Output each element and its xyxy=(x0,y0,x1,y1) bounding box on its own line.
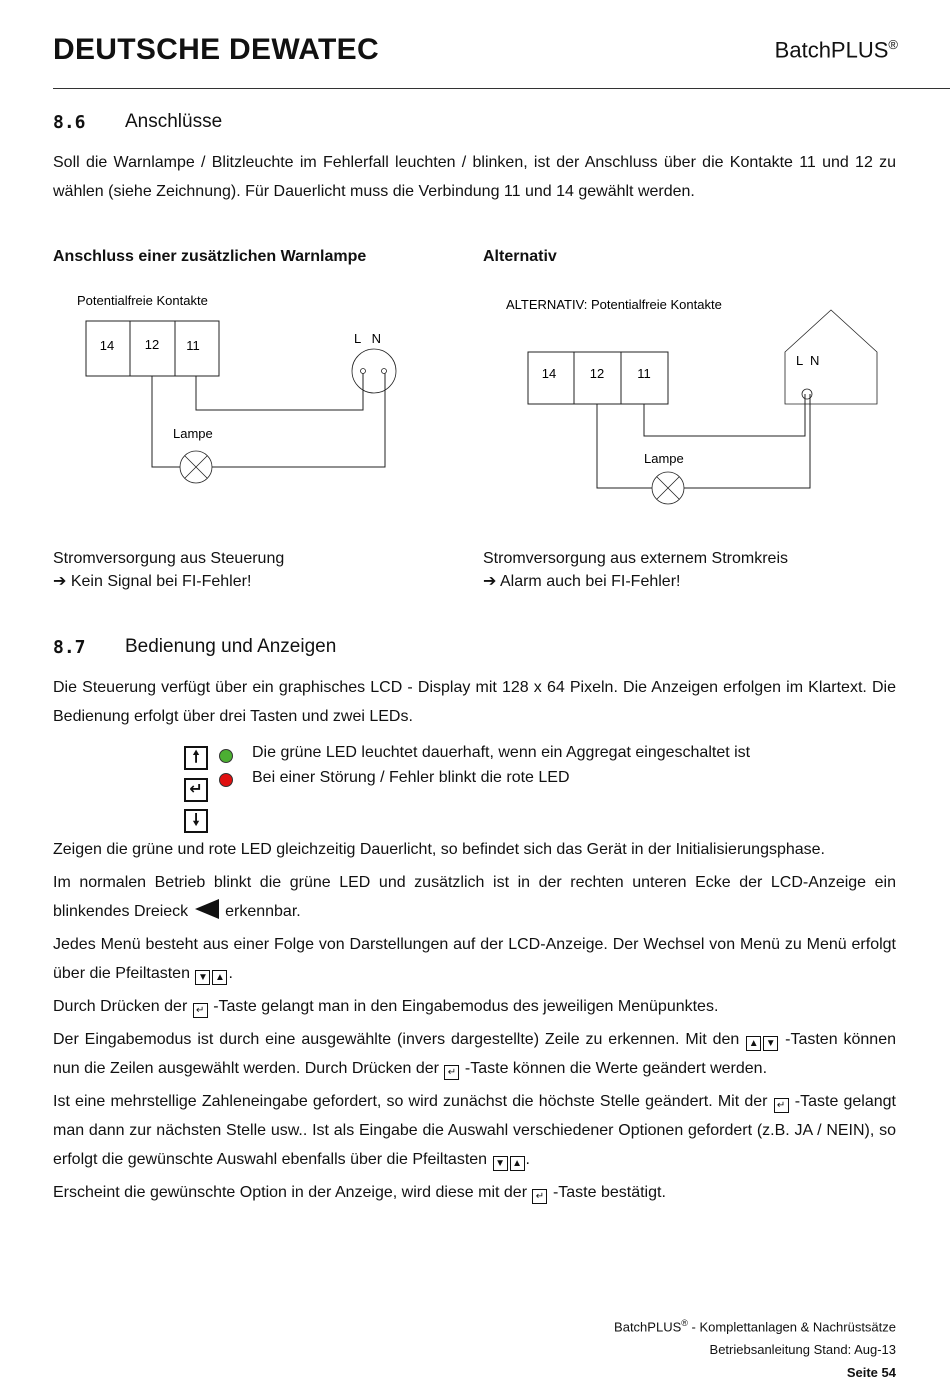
section-title-8-6: Anschlüsse xyxy=(125,111,223,132)
down-arrow-key-icon: 🠗 xyxy=(184,809,208,833)
wire xyxy=(196,373,363,410)
paragraph-confirm-end: -Taste bestätigt. xyxy=(552,1184,666,1201)
socket-pin xyxy=(361,369,366,374)
terminal-14: 14 xyxy=(99,338,115,353)
lamp-label: Lampe xyxy=(644,451,684,466)
paragraph-menu xyxy=(53,930,896,988)
header-rule xyxy=(53,88,950,89)
green-led-icon xyxy=(219,749,233,763)
terminal-12: 12 xyxy=(144,337,160,352)
footer-product-rest: - Komplettanlagen & Nachrüstsätze xyxy=(687,1319,896,1335)
enter-icon: ↵ xyxy=(532,1189,547,1204)
wiring-diagram-right xyxy=(500,290,890,515)
footer-manual-date: Betriebsanleitung Stand: Aug-13 xyxy=(709,1342,896,1357)
up-arrow-icon: ▲ xyxy=(212,970,227,985)
paragraph-menu-end: . xyxy=(228,965,233,982)
up-arrow-key-icon: 🠕 xyxy=(184,746,208,770)
caption-right-line1: Stromversorgung aus externem Stromkreis xyxy=(483,550,788,567)
led-red-description: Bei einer Störung / Fehler blinkt die rote LED xyxy=(252,769,570,786)
diagram-right-heading: Alternativ xyxy=(483,248,557,265)
section-title-8-7: Bedienung und Anzeigen xyxy=(125,636,337,657)
paragraph-number-input-end: . xyxy=(525,1151,530,1168)
footer-registered-mark: ® xyxy=(681,1318,688,1328)
enter-icon: ↵ xyxy=(774,1098,789,1113)
wire xyxy=(152,376,180,467)
down-arrow-icon: ▼ xyxy=(763,1036,778,1051)
registered-mark: ® xyxy=(888,37,898,52)
lamp-icon xyxy=(180,451,212,483)
down-arrow-icon: ▼ xyxy=(195,970,210,985)
paragraph-init-phase: Zeigen die grüne und rote LED gleichzeitig Dauerlicht, so befindet sich das Gerät in der Initialisierungsphase. xyxy=(53,841,825,858)
ln-label: L N xyxy=(354,331,381,346)
paragraph-normal-operation-text: Im normalen Betrieb blinkt die grüne LED und zusätzlich ist in der rechten unteren Ecke der LCD-Anzeige ein blinkendes Dreieck xyxy=(53,874,896,920)
blinking-triangle-icon xyxy=(195,899,219,919)
caption-right-line2: ➔ Alarm auch bei FI-Fehler! xyxy=(483,573,681,590)
footer-product: BatchPLUS xyxy=(614,1319,682,1335)
caption-left xyxy=(53,547,284,593)
down-arrow-icon: ▼ xyxy=(493,1156,508,1171)
paragraph-enter-end: -Taste gelangt man in den Eingabemodus des jeweiligen Menüpunktes. xyxy=(213,998,719,1015)
caption-right xyxy=(483,547,788,593)
terminal-14: 14 xyxy=(541,366,557,381)
up-arrow-icon: ▲ xyxy=(746,1036,761,1051)
caption-left-line1: Stromversorgung aus Steuerung xyxy=(53,550,285,567)
up-arrow-icon: ▲ xyxy=(510,1156,525,1171)
terminal-11: 11 xyxy=(637,366,651,381)
page-number: Seite 54 xyxy=(846,1365,896,1380)
enter-icon: ↵ xyxy=(193,1003,208,1018)
brand-name: DEUTSCHE DEWATEC xyxy=(53,33,379,66)
section-8-6-paragraph: Soll die Warnlampe / Blitzleuchte im Fehlerfall leuchten / blinken, ist der Anschluss über die Kontakte 11 und 12 zu wählen (siehe Zeichnung). Für Dauerlicht muss die Verbindung 11 und 14 gewählt werden. xyxy=(53,154,896,200)
led-green-description: Die grüne LED leuchtet dauerhaft, wenn ein Aggregat eingeschaltet ist xyxy=(252,744,751,761)
paragraph-input-mode-end: -Taste können die Werte geändert werden. xyxy=(464,1060,768,1077)
paragraph-confirm xyxy=(53,1178,896,1207)
lamp-icon xyxy=(652,472,684,504)
paragraph-input-mode xyxy=(53,1025,896,1083)
paragraph-menu-text: Jedes Menü besteht aus einer Folge von Darstellungen auf der LCD-Anzeige. Der Wechsel von Menü zu Menü erfolgt über die Pfeiltasten xyxy=(53,936,896,982)
section-number-8-7: 8.7 xyxy=(53,637,86,658)
product-label: BatchPLUS xyxy=(774,37,889,63)
ln-label: L N xyxy=(796,353,820,368)
paragraph-normal-operation xyxy=(53,868,896,926)
paragraph-number-input-mid: -Taste gelangt man dann zur nächsten Stelle usw.. Ist als Eingabe die Auswahl verschiedener Optionen gefordert (z.B. JA / NEIN), so erfolgt die gewünschte Auswahl ebenfalls über die Pfeiltasten xyxy=(53,1093,896,1168)
paragraph-input-mode-mid: -Tasten können nun die Zeilen ausgewählt werden. Durch Drücken der xyxy=(53,1031,896,1077)
enter-key-icon: ↵ xyxy=(184,778,208,802)
paragraph-input-mode-text: Der Eingabemodus ist durch eine ausgewählte (invers dargestellte) Zeile zu erkennen. Mit den xyxy=(53,1031,740,1048)
terminal-12: 12 xyxy=(589,366,605,381)
wire xyxy=(684,394,810,488)
lamp-label: Lampe xyxy=(173,426,213,441)
caption-left-line2: ➔ Kein Signal bei FI-Fehler! xyxy=(53,573,252,590)
wiring-diagram-left xyxy=(60,285,420,500)
product-name xyxy=(775,37,898,63)
diagram-left-label: Potentialfreie Kontakte xyxy=(77,293,208,308)
diagram-left-heading: Anschluss einer zusätzlichen Warnlampe xyxy=(53,248,367,265)
diagram-right-label: ALTERNATIV: Potentialfreie Kontakte xyxy=(506,297,722,312)
paragraph-number-input xyxy=(53,1087,896,1174)
socket-icon xyxy=(352,349,396,393)
socket-pin xyxy=(382,369,387,374)
section-8-7-intro: Die Steuerung verfügt über ein graphisches LCD - Display mit 128 x 64 Pixeln. Die Anzeigen erfolgen im Klartext. Die Bedienung erfolgt über drei Tasten und zwei LEDs. xyxy=(53,679,896,725)
footer-product-line xyxy=(614,1318,896,1334)
paragraph-enter-text: Durch Drücken der xyxy=(53,998,188,1015)
paragraph-enter xyxy=(53,992,896,1021)
enter-icon: ↵ xyxy=(444,1065,459,1080)
section-number-8-6: 8.6 xyxy=(53,112,86,133)
red-led-icon xyxy=(219,773,233,787)
paragraph-number-input-text: Ist eine mehrstellige Zahleneingabe gefordert, so wird zunächst die höchste Stelle geändert. Mit der xyxy=(53,1093,768,1110)
paragraph-normal-operation-end: erkennbar. xyxy=(225,903,301,920)
terminal-11: 11 xyxy=(186,338,200,353)
paragraph-confirm-text: Erscheint die gewünschte Option in der Anzeige, wird diese mit der xyxy=(53,1184,528,1201)
